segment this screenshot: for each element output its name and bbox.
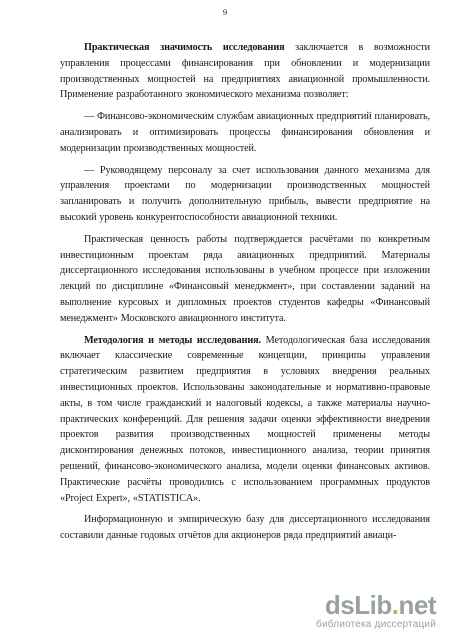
paragraph-information-base bbox=[60, 512, 430, 544]
paragraph-text: Практическая ценность работы подтверждается расчётами по конкретным инвестиционным проектам ряда авиационных предприятий. Материалы диссертационного исследования использованы в учебном процессе при изложении лекций по дисциплине «Финансовый менеджмент», при составлении заданий на выполнение курсовых и дипломных проектов студентов кафедры «Финансовый менеджмент» Московского авиационного института. bbox=[60, 233, 430, 324]
paragraph-methodology bbox=[60, 333, 430, 507]
dslib-tagline: библиотека диссертаций bbox=[316, 619, 436, 630]
paragraph-text: — Финансово-экономическим службам авиационных предприятий планировать, анализировать и оптимизировать процессы финансирования обновления и модернизации производственных мощностей. bbox=[60, 111, 430, 154]
paragraph-text: заключается в возможности управления процессами финансирования при обновлении и модернизации производственных мощностей на предприятиях авиационной промышленности. Применение разработанного экономического механизма позволяет: bbox=[60, 42, 430, 101]
paragraph-practical-value bbox=[60, 232, 430, 327]
dslib-logo: dsLib.net bbox=[324, 590, 436, 620]
paragraph-bullet-management bbox=[60, 163, 430, 226]
dslib-watermark bbox=[286, 591, 436, 633]
document-body bbox=[60, 40, 430, 550]
paragraph-text: Методологическая база исследования включает классические современные концепции, принципы управления стратегическим развитием предприятия в условиях внедрения реальных инвестиционных проектов. Использованы законодательные и нормативно-правовые акты, в том числе гражданский и налоговый кодексы, а также материалы научно-практических конференций. Для решения задачи оценки эффективности внедрения проектов развития производственных мощностей применены методы дисконтирования денежных потоков, инвестиционного анализа, теории принятия решений, финансово-экономического анализа, модели оценки финансовых активов. Практические расчёты проводились с использованием программных продуктов «Project Expert», «STATISTICA». bbox=[60, 334, 430, 504]
heading-methodology: Методология и методы исследования. bbox=[84, 334, 261, 346]
paragraph-text: Информационную и эмпирическую базу для диссертационного исследования составили данные годовых отчётов для акционеров ряда предприятий авиаци- bbox=[60, 514, 430, 542]
paragraph-text: — Руководящему персоналу за счет использования данного механизма для управления проектами по модернизации производственных мощностей запланировать и получить дополнительную прибыль, вывести предприятие на высокий уровень конкурентоспособности авиационной техники. bbox=[60, 164, 430, 223]
heading-practical-significance: Практическая значимость исследования bbox=[84, 42, 285, 53]
paragraph-bullet-finance-services bbox=[60, 109, 430, 156]
page-number: 9 bbox=[222, 7, 228, 17]
paragraph-practical-significance bbox=[60, 40, 430, 103]
